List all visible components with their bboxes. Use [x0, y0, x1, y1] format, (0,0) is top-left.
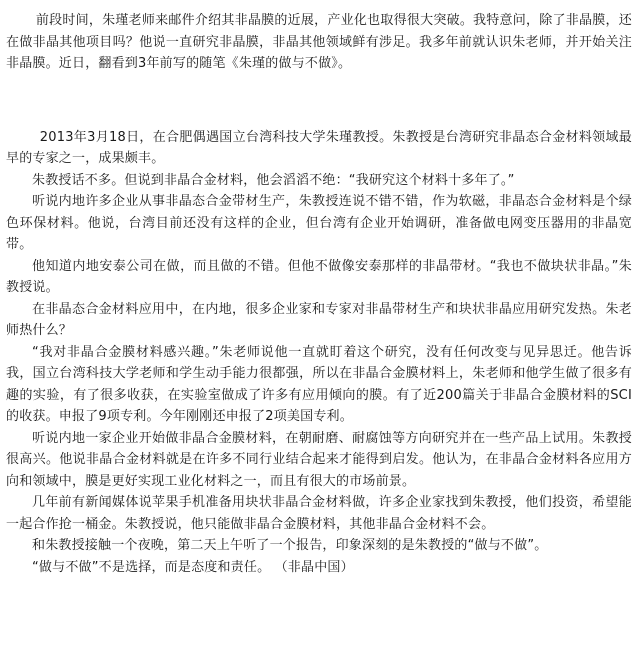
- paragraph-mainland-enterprises: 听说内地许多企业从事非晶态合金带材生产，朱教授连说不错不错，作为软磁，非晶态合金材料是个绿色环保材料。他说，台湾目前还没有这样的企业，但台湾有企业开始调研，准备做电网变压器用的非晶宽带。: [6, 194, 632, 252]
- paragraph-antai: 他知道内地安泰公司在做，而且做的不错。但他不做像安泰那样的非晶带材。“我也不做块状非晶。”朱教授说。: [6, 258, 632, 295]
- intro-paragraph: 前段时间，朱瑾老师来邮件介绍其非晶膜的近展，产业化也取得很大突破。我特意问，除了非晶膜，还在做非晶其他项目吗？他说一直研究非晶膜，非晶其他领域鲜有涉足。我多年前就认识朱老师，并开始关注非晶膜。近日，翻看到3年前写的随笔《朱瑾的做与不做》。: [6, 13, 632, 71]
- paragraph-quote: 朱教授话不多。但说到非晶合金材料，他会滔滔不绝：“我研究这个材料十多年了。”: [32, 172, 515, 188]
- paragraph-report: 和朱教授接触一个夜晚，第二天上午听了一个报告，印象深刻的是朱教授的“做与不做”。: [32, 538, 548, 553]
- paragraph-question: 在非晶态合金材料应用中，在内地，很多企业家和专家对非晶带材生产和块状非晶应用研究发热。朱老师热什么？: [6, 301, 632, 338]
- section-gap: [6, 75, 632, 127]
- paragraph-meeting: 2013年3月18日，在合肥偶遇国立台湾科技大学朱瑾教授。朱教授是台湾研究非晶态合金材料领域最早的专家之一，成果颇丰。: [6, 129, 632, 166]
- paragraph-film-application: 听说内地一家企业开始做非晶合金膜材料，在朝耐磨、耐腐蚀等方向研究并在一些产品上试用。朱教授很高兴。他说非晶合金材料就是在许多不同行业结合起来才能得到启发。他认为，在非晶合金材料各应用方向和领域中，膜是更好实现工业化材料之一，而且有很大的市场前景。: [6, 430, 632, 489]
- paragraph-apple: 几年前有新闻媒体说苹果手机准备用块状非晶合金材料做，许多企业家找到朱教授，他们投资，希望能一起合作抢一桶金。朱教授说，他只能做非晶合金膜材料，其他非晶合金材料不会。: [6, 495, 632, 532]
- paragraph-film-interest: “我对非晶合金膜材料感兴趣。”朱老师说他一直就盯着这个研究，没有任何改变与见异思迁。他告诉我，国立台湾科技大学老师和学生动手能力很都强，所以在非晶合金膜材料上，朱老师和他学生做了很多有趣的实验，有了很多收获，在实验室做成了许多有应用倾向的膜。有了近200篇关于非晶合金膜材料的SCI的收获。申报了9项专利。今年刚刚还申报了2项美国专利。: [6, 344, 632, 424]
- paragraph-conclusion: “做与不做”不是选择，而是态度和责任。 （非晶中国）: [32, 559, 354, 575]
